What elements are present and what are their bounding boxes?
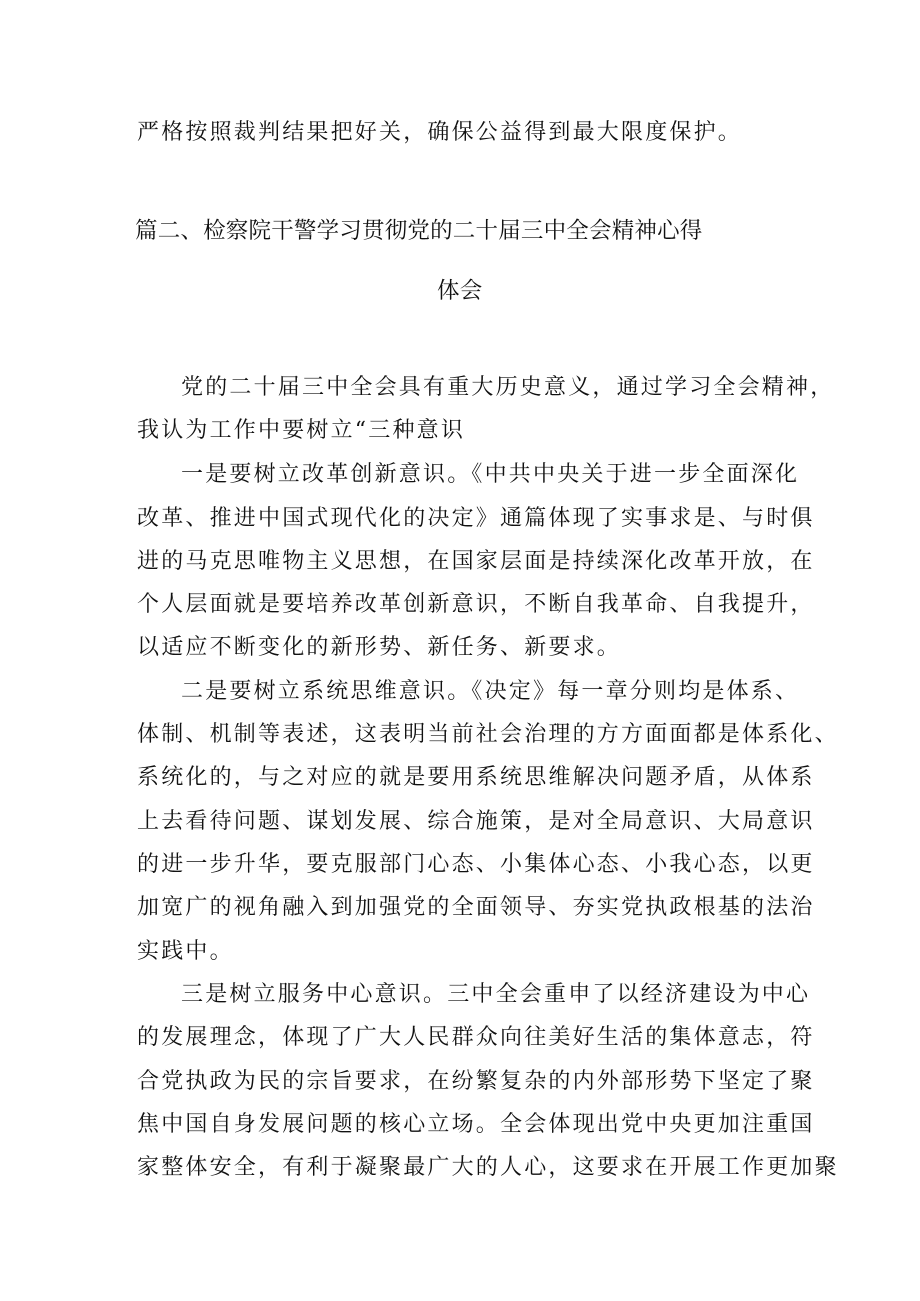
paragraph-3-line-1: 二是要树立系统思维意识。《决定》每一章分则均是体系、 [181,679,800,704]
paragraph-2-line-3: 进的马克思唯物主义思想，在国家层面是持续深化改革开放，在 [137,549,815,574]
section-heading-line-1: 篇二、检察院干警学习贯彻党的二十届三中全会精神心得 [135,218,703,244]
paragraph-4-line-4: 焦中国自身发展问题的核心立场。全会体现出党中央更加注重国 [137,1112,815,1137]
paragraph-3-line-2: 体制、机制等表述，这表明当前社会治理的方方面面都是体系化、 [137,722,839,747]
paragraph-4-line-1: 三是树立服务中心意识。三中全会重申了以经济建设为中心 [181,982,811,1007]
paragraph-2-line-1: 一是要树立改革创新意识。《中共中央关于进一步全面深化 [181,462,800,487]
paragraph-2-line-2: 改革、推进中国式现代化的决定》通篇体现了实事求是、与时俱 [137,506,815,531]
paragraph-4-line-5: 家整体安全，有利于凝聚最广大的人心，这要求在开展工作更加聚 [137,1155,839,1180]
paragraph-3-line-6: 加宽广的视角融入到加强党的全面领导、夯实党执政根基的法治 [137,895,815,920]
paragraph-1-line-2: 我认为工作中要树立“三种意识 [137,418,466,443]
paragraph-4-line-2: 的发展理念，体现了广大人民群众向往美好生活的集体意志，符 [137,1025,815,1050]
paragraph-3-line-4: 上去看待问题、谋划发展、综合施策，是对全局意识、大局意识 [137,809,815,834]
paragraph-3-line-5: 的进一步升华，要克服部门心态、小集体心态、小我心态，以更 [137,852,815,877]
paragraph-3-line-7: 实践中。 [137,939,234,964]
paragraph-4-line-3: 合党执政为民的宗旨要求，在纷繁复杂的内外部形势下坚定了聚 [137,1069,815,1094]
intro-line: 严格按照裁判结果把好关，确保公益得到最大限度保护。 [137,120,743,145]
paragraph-2-line-5: 以适应不断变化的新形势、新任务、新要求。 [137,635,622,660]
paragraph-1-line-1: 党的二十届三中全会具有重大历史意义，通过学习全会精神， [181,375,835,400]
section-heading-line-2: 体会 [437,278,483,304]
paragraph-3-line-3: 系统化的，与之对应的就是要用系统思维解决问题矛盾，从体系 [137,765,815,790]
paragraph-2-line-4: 个人层面就是要培养改革创新意识，不断自我革命、自我提升， [137,592,815,617]
